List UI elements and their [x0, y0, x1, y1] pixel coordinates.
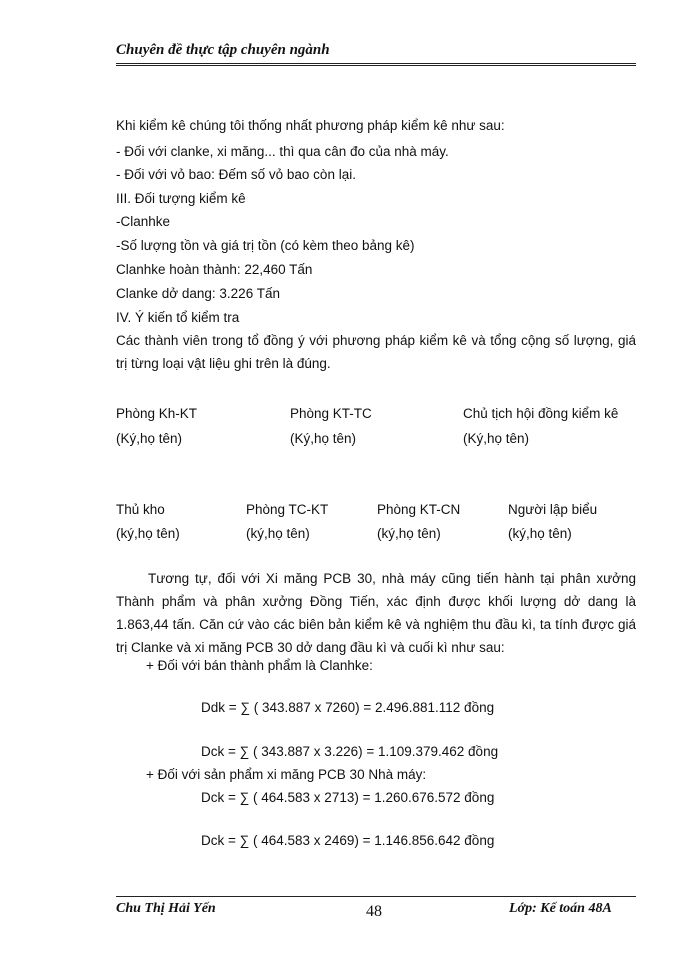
signature-note: (Ký,họ tên): [290, 431, 357, 446]
footer-class: Lớp: Kế toán 48A: [509, 901, 612, 916]
signature-title: Phòng KT-TC: [290, 406, 372, 421]
body-line: - Đối với clanke, xi măng... thì qua cân đo của nhà máy.: [116, 144, 449, 159]
signature-note: (ký,họ tên): [377, 526, 441, 541]
formula-line: Dck = ∑ ( 343.887 x 3.226) = 1.109.379.462 đồng: [201, 744, 499, 759]
signature-title: Chủ tịch hội đồng kiểm kê: [463, 406, 619, 421]
bullet-item: + Đối với sản phẩm xi măng PCB 30 Nhà máy:: [146, 767, 427, 782]
body-line: - Đối với vỏ bao: Đếm số vỏ bao còn lại.: [116, 167, 356, 182]
page-number: 48: [366, 903, 382, 920]
signature-title: Phòng KT-CN: [377, 502, 461, 517]
body-line: Clanke dở dang: 3.226 Tấn: [116, 286, 280, 301]
body-line: Khi kiểm kê chúng tôi thống nhất phương pháp kiểm kê như sau:: [116, 118, 505, 133]
signature-note: (Ký,họ tên): [116, 431, 183, 446]
signature-note: (ký,họ tên): [116, 526, 180, 541]
signature-title: Thủ kho: [116, 502, 165, 517]
formula-line: Dck = ∑ ( 464.583 x 2713) = 1.260.676.572 đồng: [201, 790, 495, 805]
signature-note: (Ký,họ tên): [463, 431, 530, 446]
header-title: Chuyên đề thực tập chuyên ngành: [116, 42, 330, 58]
body-line: -Số lượng tồn và giá trị tồn (có kèm theo bảng kê): [116, 238, 415, 253]
section-heading: III. Đối tượng kiểm kê: [116, 191, 246, 206]
formula-line: Ddk = ∑ ( 343.887 x 7260) = 2.496.881.112 đồng: [201, 700, 495, 715]
formula-line: Dck = ∑ ( 464.583 x 2469) = 1.146.856.642 đồng: [201, 833, 495, 848]
body-line: Clanhke hoàn thành: 22,460 Tấn: [116, 262, 313, 277]
body-line: -Clanhke: [116, 214, 171, 229]
signature-note: (ký,họ tên): [246, 526, 310, 541]
signature-title: Phòng TC-KT: [246, 502, 329, 517]
signature-title: Phòng Kh-KT: [116, 406, 198, 421]
footer-author: Chu Thị Hải Yến: [116, 901, 216, 916]
section-heading: IV. Ý kiến tổ kiểm tra: [116, 310, 240, 325]
bullet-item: + Đối với bán thành phẩm là Clanhke:: [146, 658, 373, 673]
header-rule: [116, 63, 636, 69]
signature-title: Người lập biểu: [508, 502, 598, 517]
paragraph-main: Tương tự, đối với Xi măng PCB 30, nhà máy cũng tiến hành tại phân xưởng Thành phẩm và phân xưởng Đồng Tiến, xác định được khối lượng dở dang là 1.863,44 tấn. Căn cứ vào các biên bản kiểm kê và nghiệm thu đầu kì, ta tính được giá trị Clanke và xi măng PCB 30 dở dang đầu kì và cuối kì như sau:: [116, 571, 636, 655]
paragraph-opinion: Các thành viên trong tổ đồng ý với phương pháp kiểm kê và tổng cộng số lượng, giá trị từng loại vật liệu ghi trên là đúng.: [116, 333, 636, 371]
footer-rule: [116, 896, 636, 897]
signature-note: (ký,họ tên): [508, 526, 572, 541]
